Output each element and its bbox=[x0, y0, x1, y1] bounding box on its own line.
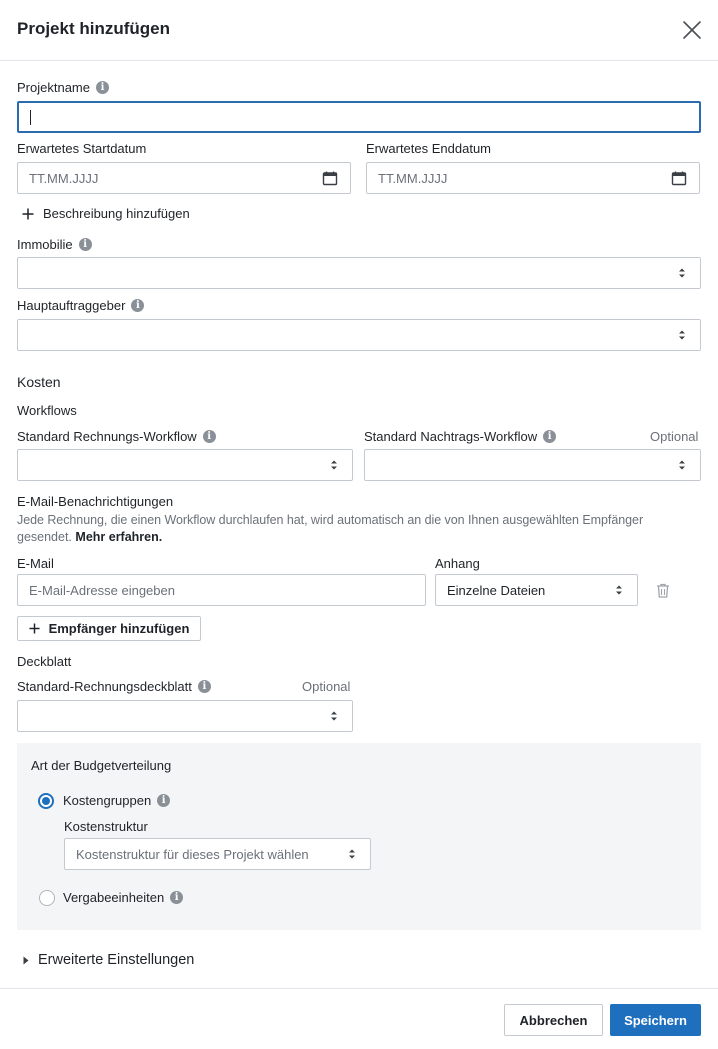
budget-distribution-panel bbox=[17, 743, 701, 930]
end-date-input[interactable]: TT.MM.JJJJ bbox=[366, 162, 700, 194]
optional-label: Optional bbox=[650, 429, 699, 444]
email-notifications-title: E-Mail-Benachrichtigungen bbox=[17, 494, 174, 509]
budget-distribution-title: Art der Budgetverteilung bbox=[31, 758, 172, 773]
email-label: E-Mail bbox=[17, 556, 54, 571]
supplement-workflow-select[interactable] bbox=[364, 449, 701, 481]
info-icon: i bbox=[131, 299, 144, 312]
property-label: Immobilie i bbox=[17, 237, 92, 252]
plus-icon bbox=[22, 208, 34, 220]
attachment-label: Anhang bbox=[435, 556, 480, 571]
select-arrows-icon bbox=[678, 267, 686, 279]
end-date-label: Erwartetes Enddatum bbox=[366, 141, 492, 156]
info-icon: i bbox=[543, 430, 556, 443]
radio-cost-groups[interactable] bbox=[38, 793, 54, 809]
learn-more-link[interactable]: Mehr erfahren. bbox=[75, 530, 163, 544]
dialog-footer bbox=[0, 988, 718, 1049]
select-arrows-icon bbox=[330, 710, 338, 722]
email-notifications-description: Jede Rechnung, die einen Workflow durchlaufen hat, wird automatisch an die von Ihnen ausgewählten Empfänger bbox=[17, 513, 644, 527]
attachment-select[interactable]: Einzelne Dateien bbox=[435, 574, 638, 606]
plus-icon bbox=[29, 623, 40, 634]
cover-sheet-title: Deckblatt bbox=[17, 654, 72, 669]
select-arrows-icon bbox=[678, 459, 686, 471]
select-arrows-icon bbox=[348, 848, 356, 860]
cost-structure-select[interactable]: Kostenstruktur für dieses Projekt wählen bbox=[64, 838, 371, 870]
supplement-workflow-label: Standard Nachtrags-Workflow i bbox=[364, 429, 556, 444]
dialog-title: Projekt hinzufügen bbox=[17, 19, 170, 38]
select-arrows-icon bbox=[615, 584, 623, 596]
info-icon: i bbox=[203, 430, 216, 443]
property-select[interactable] bbox=[17, 257, 701, 289]
info-icon: i bbox=[157, 794, 170, 807]
workflows-title: Workflows bbox=[17, 403, 77, 418]
info-icon: i bbox=[170, 891, 183, 904]
main-contractor-select[interactable] bbox=[17, 319, 701, 351]
project-name-label: Projektname i bbox=[17, 80, 109, 95]
invoice-workflow-select[interactable] bbox=[17, 449, 353, 481]
caret-right-icon bbox=[23, 956, 29, 965]
dialog-header bbox=[0, 0, 718, 61]
cover-sheet-select[interactable] bbox=[17, 700, 353, 732]
costs-section-title: Kosten bbox=[17, 374, 61, 390]
info-icon: i bbox=[198, 680, 211, 693]
project-name-input[interactable] bbox=[17, 101, 701, 133]
radio-award-units[interactable] bbox=[39, 890, 55, 906]
start-date-input[interactable]: TT.MM.JJJJ bbox=[17, 162, 351, 194]
calendar-icon[interactable] bbox=[671, 170, 687, 186]
email-notifications-description-end: gesendet. Mehr erfahren. bbox=[17, 530, 163, 544]
cancel-button[interactable]: Abbrechen bbox=[504, 1004, 603, 1036]
calendar-icon[interactable] bbox=[322, 170, 338, 186]
add-recipient-button[interactable]: Empfänger hinzufügen bbox=[17, 616, 201, 641]
select-arrows-icon bbox=[678, 329, 686, 341]
select-arrows-icon bbox=[330, 459, 338, 471]
add-description-button[interactable]: Beschreibung hinzufügen bbox=[22, 206, 190, 221]
cover-sheet-label: Standard-Rechnungsdeckblatt i bbox=[17, 679, 211, 694]
info-icon: i bbox=[79, 238, 92, 251]
main-contractor-label: Hauptauftraggeber i bbox=[17, 298, 144, 313]
email-input[interactable]: E-Mail-Adresse eingeben bbox=[17, 574, 426, 606]
text-cursor bbox=[30, 110, 31, 125]
save-button[interactable]: Speichern bbox=[610, 1004, 701, 1036]
start-date-label: Erwartetes Startdatum bbox=[17, 141, 147, 156]
advanced-settings-toggle[interactable]: Erweiterte Einstellungen bbox=[23, 952, 194, 968]
cover-sheet-optional-label: Optional bbox=[302, 679, 351, 694]
cost-groups-label: Kostengruppen i bbox=[63, 793, 170, 808]
invoice-workflow-label: Standard Rechnungs-Workflow i bbox=[17, 429, 216, 444]
info-icon: i bbox=[96, 81, 109, 94]
cost-structure-label: Kostenstruktur bbox=[64, 819, 148, 834]
close-icon[interactable] bbox=[681, 19, 703, 41]
award-units-label: Vergabeeinheiten i bbox=[63, 890, 183, 905]
trash-icon[interactable] bbox=[656, 583, 670, 601]
